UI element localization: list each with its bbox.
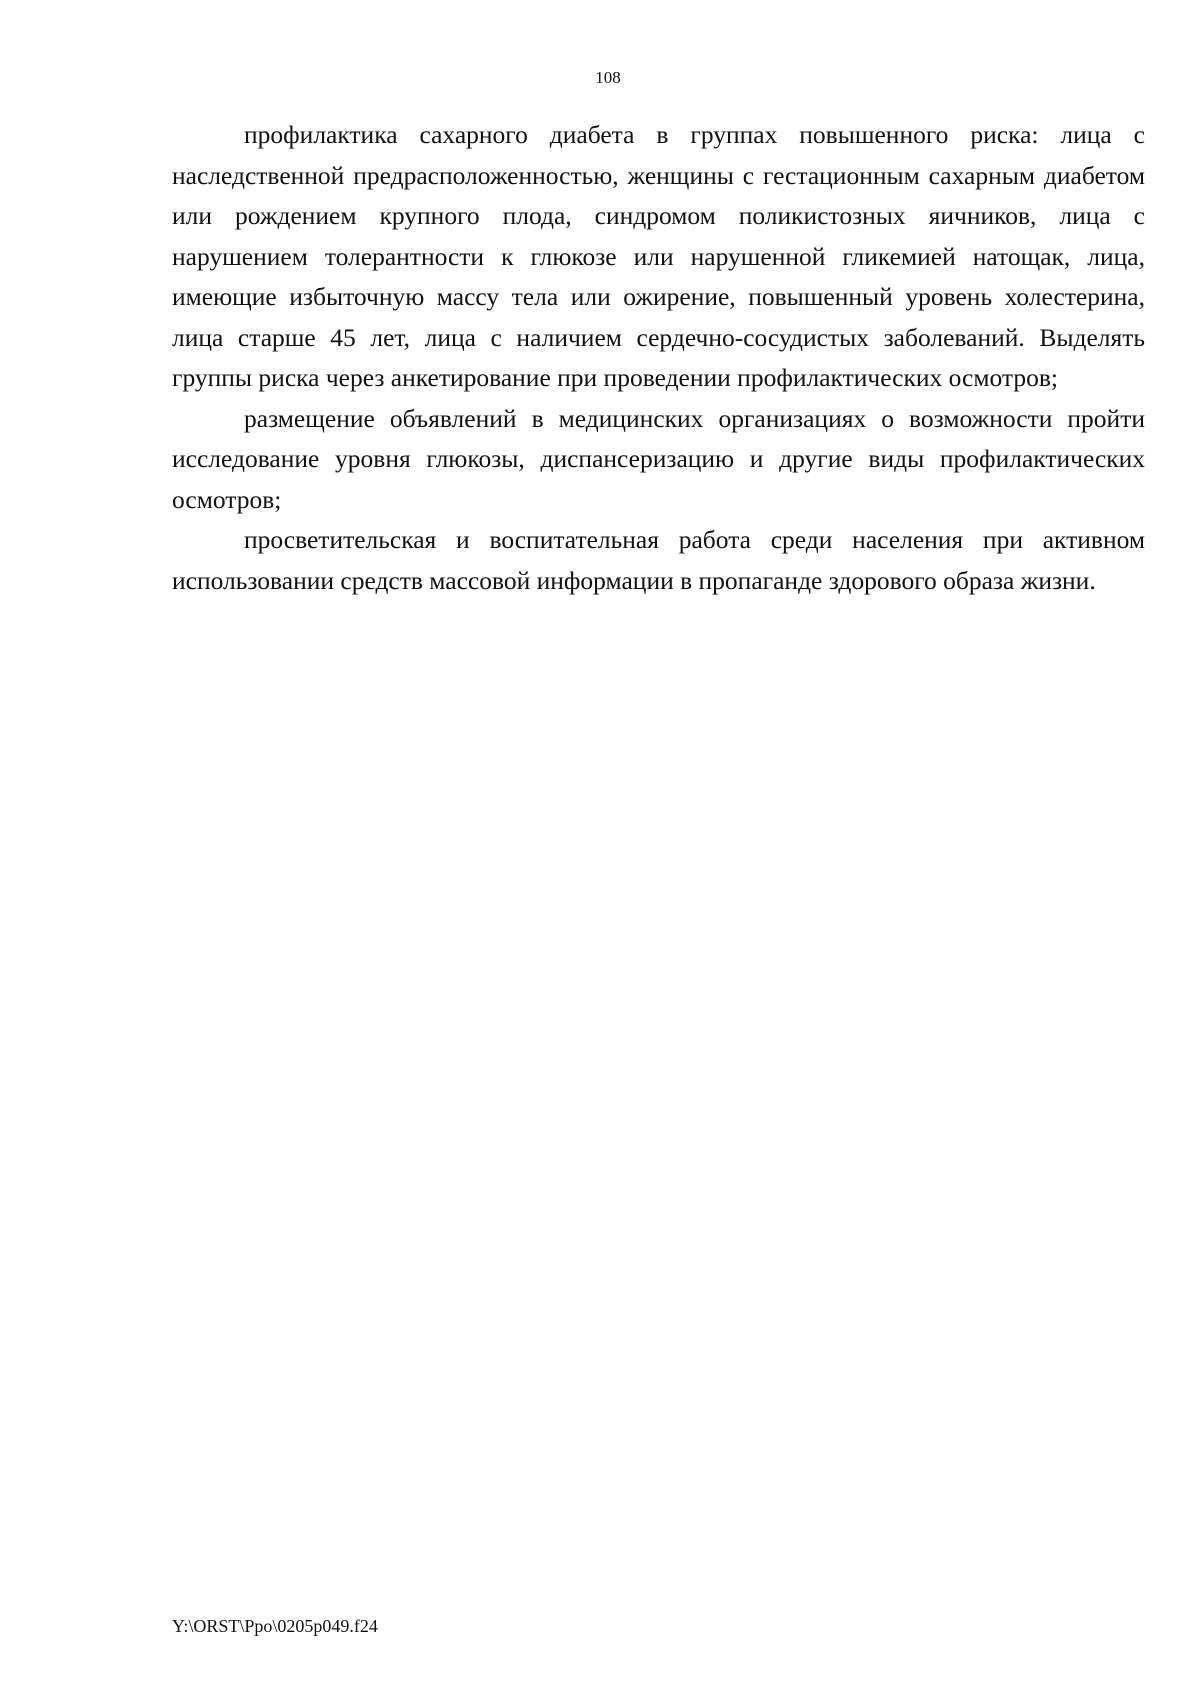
footer-file-path: Y:\ORST\Ppo\0205p049.f24: [172, 1616, 378, 1636]
paragraph-prevention-risk-groups: профилактика сахарного диабета в группах повышенного риска: лица с наследственной предрасположенностью, женщины с гестационным сахарным диабетом или рождением крупного плода, синдромом поликистозных яичников, лица с нарушением толерантности к глюкозе или нарушенной гликемией натощак, лица, имеющие избыточную массу тела или ожирение, повышенный уровень холестерина, лица старше 45 лет, лица с наличием сердечно-сосудистых заболеваний. Выделять группы риска через анкетирование при проведении профилактических осмотров;: [172, 120, 1145, 392]
paragraph-announcements: размещение объявлений в медицинских организациях о возможности пройти исследование уровня глюкозы, диспансеризацию и другие виды профилактических осмотров;: [172, 403, 1145, 514]
document-body: [172, 115, 1145, 601]
paragraph-educational-work: просветительская и воспитательная работа среди населения при активном использовании средств массовой информации в пропаганде здорового образа жизни.: [172, 525, 1145, 595]
page-number: 108: [595, 68, 621, 87]
